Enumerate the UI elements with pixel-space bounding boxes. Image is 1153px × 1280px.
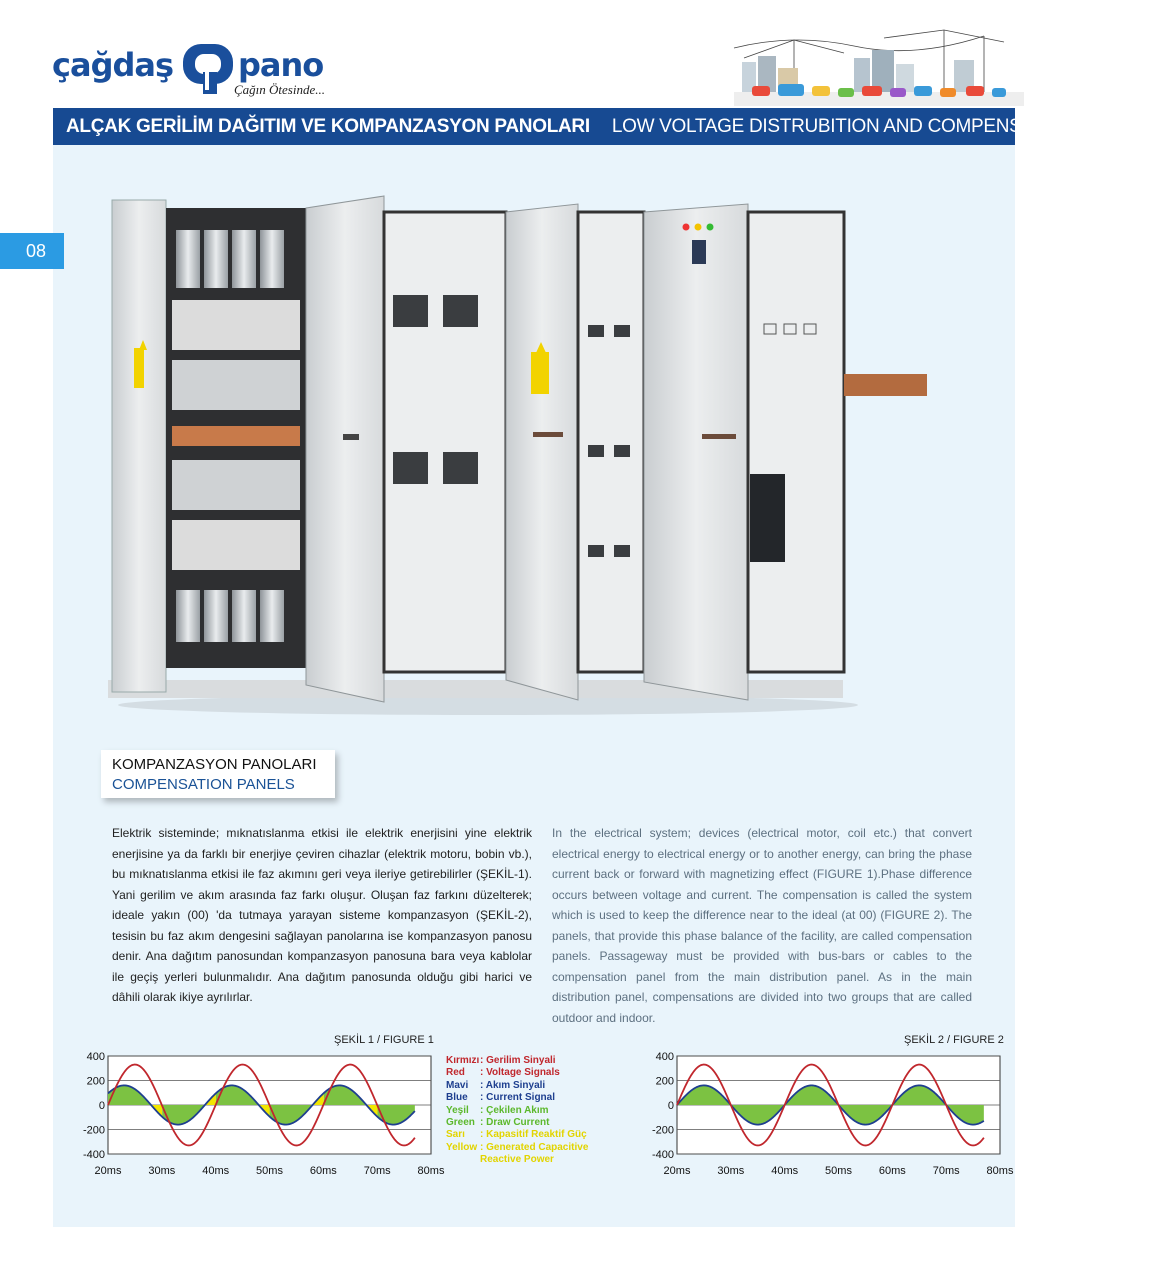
legend-key: Yellow — [446, 1141, 478, 1153]
legend-value: : Akım Sinyali — [480, 1079, 546, 1091]
y-tick-label: -400 — [82, 1149, 105, 1161]
legend-key: Blue — [446, 1092, 468, 1104]
legend-key: Yeşil — [446, 1104, 469, 1116]
paragraph-tr: Elektrik sisteminde; mıknatıslanma etkisi ile elektrik enerjisini yine elektrik enerjisine ya da farklı bir enerjiye çeviren cihazlar (elektrik motoru, bobin vb.), bu mıknatıslanma etkisi ile faz akımını geri veya ileriye getirebilirler (ŞEKİL-1). Yani gerilim ve akım arasında faz farkı oluşur. Oluşan faz farkını düzelterek; ideale yakın (00) 'da tutmaya yarayan sisteme kompanzasyon (ŞEKİL-2), tesisin bu faz akım dengesini sağlayan panolarına ise kompanzasyon panosu denir. Ana dağıtım panosundan kompanzasyon panosuna bara veya kablolar ile geçiş yerleri bulunmalıdır. Ana dağıtım panosunda olduğu gibi harici ve dâhili olarak ikiye ayrılırlar. — [112, 826, 532, 1004]
banner-title-en: LOW VOLTAGE DISTRUBITION AND COMPENSATION PANELS — [611, 115, 1153, 137]
figure-2-title: ŞEKİL 2 / FIGURE 2 — [904, 1034, 1004, 1046]
banner-title-tr: ALÇAK GERİLİM DAĞITIM VE KOMPANZASYON PANOLARI — [66, 115, 590, 137]
legend-value: : Voltage Signals — [480, 1067, 560, 1079]
x-tick-label: 30ms — [148, 1165, 176, 1177]
x-tick-label: 30ms — [717, 1165, 745, 1177]
y-tick-label: 200 — [86, 1075, 105, 1088]
brand-logo-icon — [181, 42, 235, 96]
city-illustration — [734, 28, 1024, 106]
y-tick-label: 0 — [667, 1100, 674, 1112]
x-tick-label: 20ms — [663, 1165, 691, 1177]
legend-value: : Current Signal — [480, 1092, 556, 1104]
x-tick-label: 60ms — [878, 1165, 906, 1177]
x-tick-label: 50ms — [825, 1165, 852, 1177]
legend-key: Green — [446, 1117, 475, 1129]
brand-tagline: Çağın Ötesinde... — [234, 82, 325, 97]
brand-name-right: pano — [238, 46, 324, 84]
y-tick-label: -200 — [82, 1124, 105, 1137]
y-tick-label: -200 — [651, 1124, 674, 1137]
x-tick-label: 70ms — [932, 1165, 960, 1177]
legend-row — [446, 1142, 588, 1154]
figure-1-legend — [446, 1055, 588, 1167]
y-tick-label: 400 — [655, 1051, 674, 1063]
legend-value: : Generated Capacitive — [480, 1141, 589, 1153]
legend-value: Reactive Power — [480, 1154, 554, 1166]
legend-row — [446, 1055, 588, 1067]
section-title-tr: KOMPANZASYON PANOLARI — [112, 756, 317, 773]
legend-row — [446, 1067, 588, 1079]
x-tick-label: 40ms — [202, 1165, 230, 1177]
paragraph-en: In the electrical system; devices (electrical motor, coil etc.) that convert electrical energy to electrical energy or to another energy, can bring the phase current back or forward with magnetizing effect (FIGURE 1).Phase difference occurs between voltage and current. The compensation is called the system which is used to keep the difference near to the ideal (at 00) (FIGURE 2). The panels, that provide this phase balance of the facility, are called compensation panels. Passageway must be provided with bus-bars or cables to the compensation panel from the main distribution panel. As in the main distribution panel, compensations are divided into two groups that are called outdoor and indoor. — [552, 826, 972, 1025]
brand-name-left: çağdaş — [52, 46, 174, 84]
x-tick-label: 50ms — [256, 1165, 283, 1177]
brand-logo — [52, 40, 352, 102]
panel-photo — [108, 190, 854, 720]
x-tick-label: 80ms — [417, 1165, 445, 1177]
y-tick-label: 200 — [655, 1075, 674, 1088]
x-tick-label: 60ms — [309, 1165, 337, 1177]
figure-2-chart — [645, 1047, 1015, 1183]
legend-key: Red — [446, 1067, 465, 1079]
figure-1-chart — [76, 1047, 446, 1183]
legend-row — [446, 1129, 588, 1141]
y-tick-label: -400 — [651, 1149, 674, 1161]
legend-row — [446, 1080, 588, 1092]
x-tick-label: 70ms — [363, 1165, 391, 1177]
y-tick-label: 0 — [98, 1100, 105, 1112]
legend-row — [446, 1092, 588, 1104]
page-number: 08 — [0, 233, 64, 269]
legend-key: Kırmızı — [446, 1055, 480, 1066]
y-tick-label: 400 — [86, 1051, 105, 1063]
figure-1-title: ŞEKİL 1 / FIGURE 1 — [334, 1034, 434, 1046]
x-tick-label: 40ms — [771, 1165, 799, 1177]
legend-key: Mavi — [446, 1079, 469, 1091]
legend-row — [446, 1154, 588, 1166]
x-tick-label: 80ms — [986, 1165, 1014, 1177]
legend-key — [446, 1154, 480, 1166]
legend-value: : Gerilim Sinyali — [480, 1055, 556, 1066]
legend-value: : Kapasitif Reaktif Güç — [480, 1129, 587, 1141]
page-banner — [53, 108, 1153, 145]
legend-row — [446, 1117, 588, 1129]
legend-value: : Draw Current — [480, 1117, 550, 1129]
x-tick-label: 20ms — [94, 1165, 122, 1177]
section-title-en: COMPENSATION PANELS — [112, 776, 295, 793]
legend-value: : Çekilen Akım — [480, 1104, 549, 1116]
legend-key: Sarı — [446, 1129, 465, 1141]
legend-row — [446, 1105, 588, 1117]
